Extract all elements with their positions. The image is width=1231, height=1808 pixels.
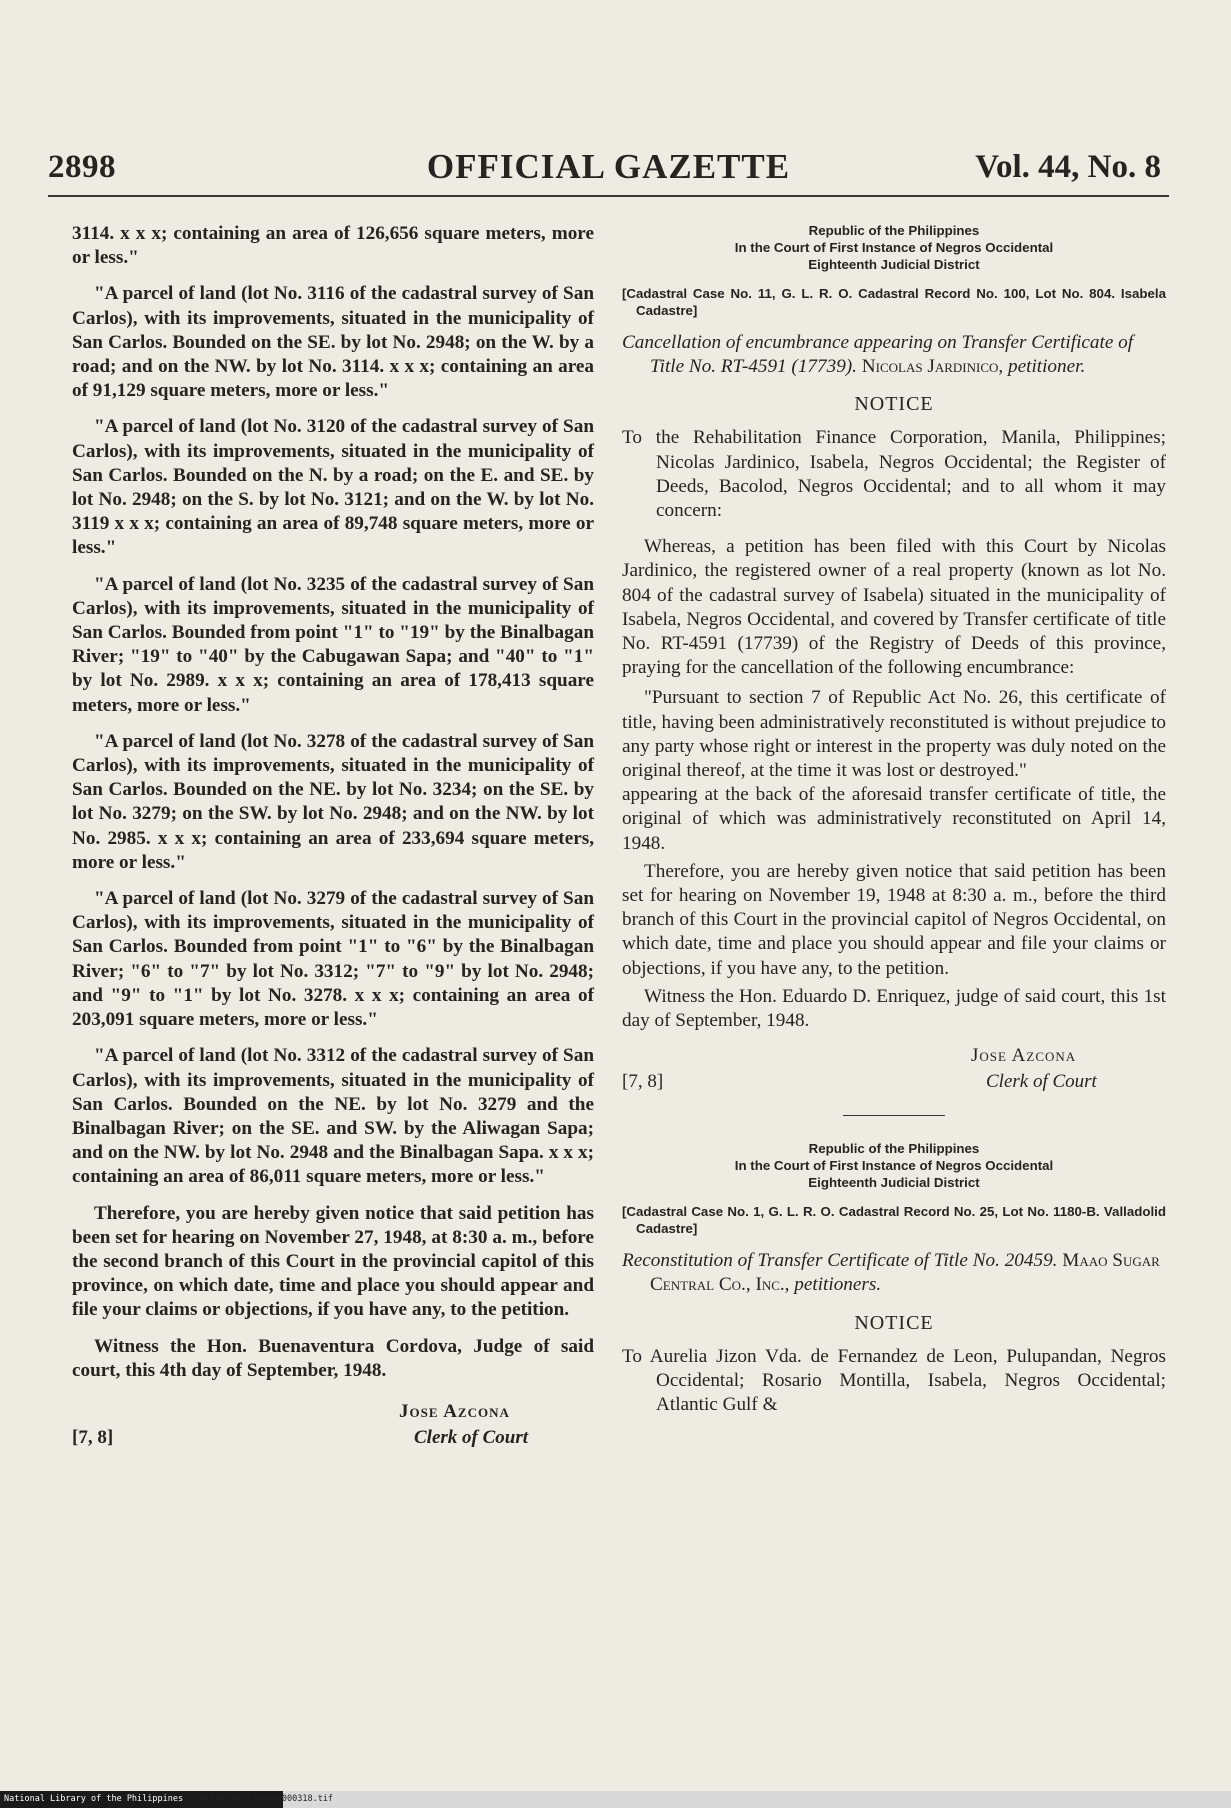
section-divider <box>843 1115 945 1116</box>
paragraph: 3114. x x x; containing an area of 126,656 square meters, more or less." <box>72 223 594 269</box>
court-line: Eighteenth Judicial District <box>808 257 980 272</box>
page-number: 2898 <box>48 149 116 185</box>
court-heading <box>622 1140 1166 1191</box>
publication-title: OFFICIAL GAZETTE <box>426 147 791 186</box>
left-column <box>72 222 594 1453</box>
paragraph: "A parcel of land (lot No. 3278 of the cadastral survey of San Carlos), with its improvements, situated in the municipality of San Carlos. Bounded on the NE. by lot No. 3234; on the SE. by lot No. 3279; on the SW. by lot No. 2948; and on the NW. by lot No. 2985. x x x; containing an area of 233,694 square meters, more or less." <box>72 730 594 873</box>
scan-filename: NLP00JR0G1948aug000318.tif <box>200 1794 334 1804</box>
clerk-title: Clerk of Court <box>414 1426 529 1448</box>
petitioner-role: petitioner. <box>1008 356 1086 378</box>
court-line: Republic of the Philippines <box>808 1141 980 1157</box>
notice-1 <box>622 222 1166 1097</box>
notice-heading: NOTICE <box>854 393 934 416</box>
caption-text: Cancellation of encumbrance appearing on Transfer Certificate of Title No. RT-4591 (17739). <box>622 332 1134 378</box>
issue-reference: [7, 8] <box>72 1426 114 1448</box>
petitioner-role: petitioners. <box>794 1274 882 1296</box>
scan-footer <box>0 1791 1231 1808</box>
page-header <box>48 145 1169 197</box>
clerk-title: Clerk of Court <box>986 1071 1097 1093</box>
issue-reference: [7, 8] <box>622 1071 664 1093</box>
paragraph: Therefore, you are hereby given notice that said petition has been set for hearing on November 19, 1948 at 8:30 a. m., before the third branch of this Court in the provincial capitol of Negros Occidental, on which date, time and place you should appear and file your claims or objections, if you have any, to the petition. <box>622 860 1166 979</box>
volume-number: Vol. 44, No. 8 <box>975 149 1161 185</box>
case-caption <box>622 1249 1166 1297</box>
case-reference: [Cadastral Case No. 1, G. L. R. O. Cadastral Record No. 25, Lot No. 1180-B. Valladolid Cadastre] <box>622 1204 1166 1237</box>
court-line: In the Court of First Instance of Negros Occidental <box>734 240 1054 255</box>
clerk-name: Jose Azcona <box>971 1045 1077 1067</box>
petitioner-name: Nicolas Jardinico, <box>861 356 1004 378</box>
paragraph: "A parcel of land (lot No. 3279 of the cadastral survey of San Carlos), with its improvements, situated in the municipality of San Carlos. Bounded from point "1" to "6" by the Binalbagan River; "6" to "7" by lot No. 3312; "7" to "9" by lot No. 2948; and "9" to "1" by lot No. 3278. x x x; containing an area of 203,091 square meters, more or less." <box>72 888 594 1031</box>
clerk-name: Jose Azcona <box>399 1400 510 1422</box>
paragraph: Therefore, you are hereby given notice that said petition has been set for hearing on November 27, 1948, at 8:30 a. m., before the second branch of this Court in the provincial capitol of this province, on which date, time and place you should appear and file your claims or objections, if you have any, to the petition. <box>72 1202 594 1321</box>
paragraph: "A parcel of land (lot No. 3235 of the cadastral survey of San Carlos), with its improvements, situated in the municipality of San Carlos. Bounded from point "1" to "19" by the Binalbagan River; "19" to "40" by the Cabugawan Sapa; and "40" to "1" by lot No. 2989. x x x; containing an area of 178,413 square meters, more or less." <box>72 573 594 716</box>
notice-addressees: To Aurelia Jizon Vda. de Fernandez de Leon, Pulupandan, Negros Occidental; Rosario Montilla, Isabela, Negros Occidental; Atlantic Gulf & <box>622 1345 1166 1416</box>
court-heading <box>622 222 1166 273</box>
notice-2 <box>622 1140 1166 1417</box>
paragraph: appearing at the back of the aforesaid transfer certificate of title, the original of which was administratively reconstituted on April 14, 1948. <box>622 784 1166 854</box>
paragraph: "A parcel of land (lot No. 3312 of the cadastral survey of San Carlos), with its improvements, situated in the municipality of San Carlos. Bounded on the NE. by lot No. 3279 and the Binalbagan River; on the SE. and SW. by the Aliwagan Sapa; and on the NW. by lot No. 2948 and the Binalbagan Sapa. x x x; containing an area of 86,011 square meters, more or less." <box>72 1045 594 1188</box>
court-line: In the Court of First Instance of Negros Occidental <box>734 1158 1054 1174</box>
paragraph: "Pursuant to section 7 of Republic Act No. 26, this certificate of title, having been administratively reconstituted is without prejudice to any party whose right or interest in the property was duly noted on the original thereof, at the time it was lost or destroyed." <box>622 687 1166 782</box>
library-credit: National Library of the Philippines <box>4 1794 184 1804</box>
paragraph: Whereas, a petition has been filed with this Court by Nicolas Jardinico, the registered owner of a real property (known as lot No. 804 of the cadastral survey of Isabela) situated in the municipality of Isabela, Negros Occidental, and covered by Transfer certificate of title No. RT-4591 (17739) of the Registry of Deeds of this province, praying for the cancellation of the following encumbrance: <box>622 536 1166 679</box>
court-line: Eighteenth Judicial District <box>808 1175 980 1191</box>
paragraph: "A parcel of land (lot No. 3120 of the cadastral survey of San Carlos), with its improvements, situated in the municipality of San Carlos. Bounded on the N. by a road; on the E. and SE. by lot No. 2948; on the S. by lot No. 3121; and on the W. by lot No. 3119 x x x; containing an area of 89,748 square meters, more or less." <box>72 416 594 559</box>
paragraph: "A parcel of land (lot No. 3116 of the cadastral survey of San Carlos), with its improvements, situated in the municipality of San Carlos. Bounded on the SE. by lot No. 2948; on the W. by a road; and on the NW. by lot No. 3114. x x x; containing an area of 91,129 square meters, more or less." <box>72 283 594 402</box>
caption-text: Reconstitution of Transfer Certificate of Title No. 20459. <box>622 1250 1058 1272</box>
notice-addressees: To the Rehabilitation Finance Corporation, Manila, Philippines; Nicolas Jardinico, Isabela, Negros Occidental; the Register of Deeds, Bacolod, Negros Occidental; and to all whom it may concern: <box>622 427 1166 522</box>
petitioner-name: Maao Sugar Central Co., Inc., <box>650 1250 1160 1296</box>
signature-block <box>622 1041 1166 1097</box>
case-reference: [Cadastral Case No. 11, G. L. R. O. Cadastral Record No. 100, Lot No. 804. Isabela Cadastre] <box>622 286 1166 318</box>
court-line: Republic of the Philippines <box>808 223 980 238</box>
paragraph: Witness the Hon. Eduardo D. Enriquez, judge of said court, this 1st day of September, 1948. <box>622 985 1166 1032</box>
case-caption <box>622 331 1166 379</box>
notice-heading: NOTICE <box>854 1311 934 1334</box>
right-column <box>622 222 1166 1417</box>
paragraph: Witness the Hon. Buenaventura Cordova, Judge of said court, this 4th day of September, 1948. <box>72 1335 594 1381</box>
signature-block <box>72 1397 594 1453</box>
